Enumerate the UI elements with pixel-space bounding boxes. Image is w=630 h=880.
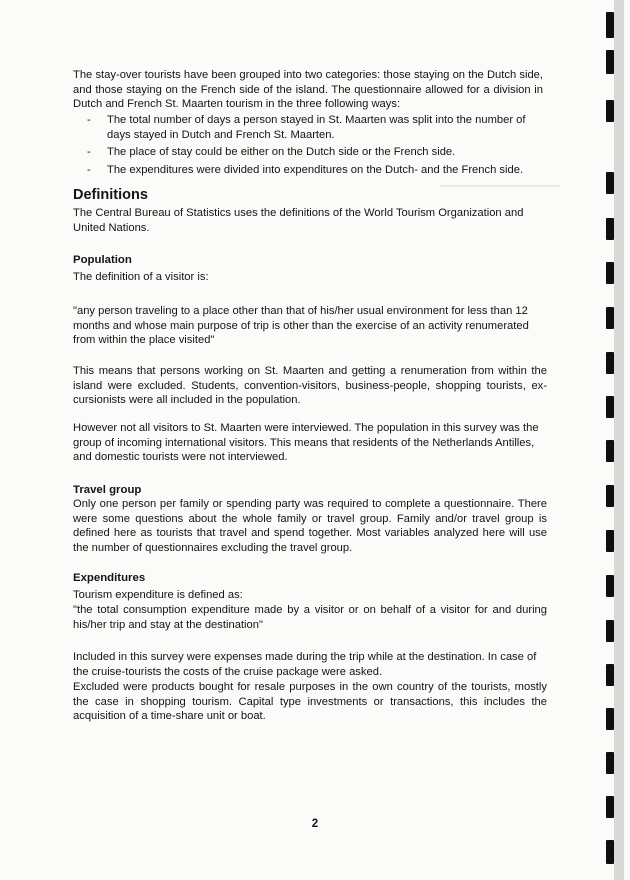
expenditures-intro: Tourism expenditure is defined as:: [73, 589, 243, 601]
binding-hole: [606, 172, 614, 194]
population-paragraph-1: This means that persons working on St. Maarten and getting a renumeration from within the island were excluded. Students, convention-visitors, business-people, shopping tourists, ex-cursionists were all included in the population.: [73, 365, 547, 407]
population-intro: The definition of a visitor is:: [73, 271, 209, 283]
intro-paragraph: The stay-over tourists have been grouped into two categories: those staying on the Dutch side, and those staying on the French side of the island. The questionnaire allowed for a division in Dutch and French St. Maarten tourism in the three following ways:: [73, 69, 543, 111]
binding-hole: [606, 12, 614, 38]
binding-hole: [606, 708, 614, 730]
binding-hole: [606, 440, 614, 462]
population-quote: "any person traveling to a place other than that of his/her usual environment for less than 12 months and whose main purpose of trip is other than the exercise of an activity renumerated from within the place visited": [73, 305, 529, 347]
binding-hole: [606, 100, 614, 122]
list-item: - The expenditures were divided into expenditures on the Dutch- and the French side.: [87, 163, 524, 176]
expenditures-paragraph-2: Excluded were products bought for resale purposes in the own country of the tourists, mostly the case in shopping tourism. Capital type investments or transactions, this includes the acquisition of a time-share unit or boat.: [73, 681, 547, 723]
binding-hole: [606, 575, 614, 597]
population-paragraph-2: However not all visitors to St. Maarten were interviewed. The population in this survey was the group of incoming international visitors. This means that residents of the Netherlands Antilles, and domestic tourists were not interviewed.: [73, 422, 539, 464]
binding-hole: [606, 530, 614, 552]
bleed-through-rule: [440, 185, 560, 187]
binding-hole: [606, 307, 614, 329]
page-number: 2: [311, 818, 319, 830]
binding-hole: [606, 218, 614, 240]
binding-hole: [606, 262, 614, 284]
travel-group-heading: Travel group: [73, 484, 142, 496]
binding-hole: [606, 840, 614, 864]
binding-hole: [606, 396, 614, 418]
population-heading: Population: [73, 254, 132, 266]
list-item: - The total number of days a person stayed in St. Maarten was split into the number of days stayed in Dutch and French St. Maarten.: [87, 114, 526, 141]
binding-hole: [606, 352, 614, 374]
definitions-text: The Central Bureau of Statistics uses the definitions of the World Tourism Organization and United Nations.: [73, 207, 524, 234]
binding-hole: [606, 752, 614, 774]
definitions-heading: Definitions: [73, 187, 148, 203]
binding-hole: [606, 620, 614, 642]
binding-hole: [606, 796, 614, 818]
binding-hole: [606, 664, 614, 686]
binding-hole: [606, 50, 614, 74]
expenditures-paragraph-1: Included in this survey were expenses made during the trip while at the destination. In case of the cruise-tourists the costs of the cruise package were asked.: [73, 651, 537, 678]
list-item: - The place of stay could be either on the Dutch side or the French side.: [87, 146, 456, 159]
expenditures-heading: Expenditures: [73, 572, 146, 584]
expenditures-quote: "the total consumption expenditure made by a visitor or on behalf of a visitor for and during his/her trip and stay at the destination": [73, 604, 547, 631]
binding-hole: [606, 485, 614, 507]
travel-group-text: Only one person per family or spending party was required to complete a questionnaire. There were some questions about the whole family or travel group. Family and/or travel group is defined here as tourists that travel and spend together. Most variables analyzed here will use the number of questionnaires excluding the travel group.: [73, 498, 547, 554]
binding-shadow: [614, 0, 624, 880]
intro-bullet-list: [73, 113, 535, 180]
